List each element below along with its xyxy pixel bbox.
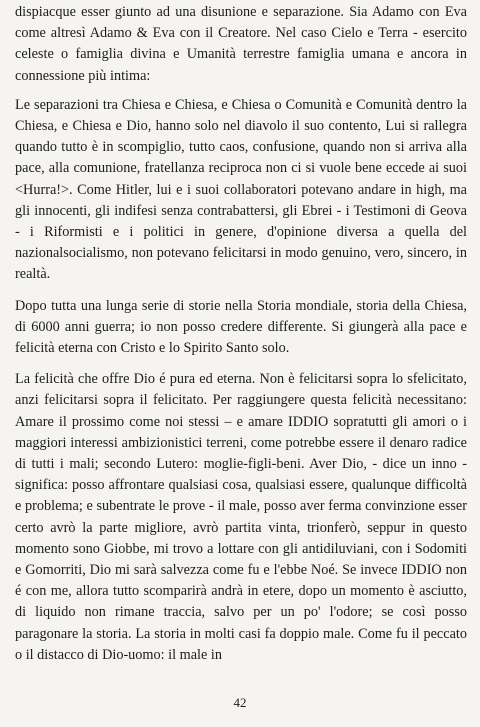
body-text (15, 2, 467, 666)
paragraph: Le separazioni tra Chiesa e Chiesa, e Chiesa o Comunità e Comunità dentro la Chiesa, e Chiesa e Dio, hanno solo nel diavolo il suo contento, Lui si rallegra quando tutto è in scompiglio, tutto caos, confusione, quando non si arriva alla pace, alla comunione, fratellanza reciproca non ci si vuole bene eccede ai suoi <Hurra!>. Come Hitler, lui e i suoi collaboratori potevano andare in high, ma gli innocenti, gli indifesi senza contrabattersi, gli Ebrei - i Testimoni di Geova - i Riformisti e i politici in genere, d'opinione diversa a quella del nazionalsocialismo, non potevano felicitarsi in modo genuino, vero, sincero, in realtà. (15, 96, 467, 283)
paragraph: Dopo tutta una lunga serie di storie nella Storia mondiale, storia della Chiesa, di 6000 anni guerra; io non posso credere differente. Si giungerà alla pace e felicità eterna con Cristo e lo Spirito Santo solo. (15, 297, 467, 357)
paragraph: La felicità che offre Dio é pura ed eterna. Non è felicitarsi sopra lo sfelicitato, anzi felicitarsi sopra il felicitato. Per raggiungere questa felicità necessitano: Amare il prossimo come noi stessi – e amare IDDIO sopratutti gli amori o i maggiori interessi ambizionistici terreni, come potrebbe essere il denaro radice di tutti i mali; secondo Lutero: moglie-figli-beni. Aver Dio, - dice un inno - significa: posso affrontare qualsiasi cosa, qualsiasi essere, qualunque difficoltà e problema; e subentrate le prove - il male, posso aver ferma convinzione esser certo avrò la parte migliore, avrò partita vinta, trionferò, seppur in questo momento sono Giobbe, mi trovo a lottare con gli antidiluviani, con i Sodomiti e Gomorriti, Dio mi sarà salvezza come fu e l'ebbe Noé. Se invece IDDIO non é con me, allora tutto scomparirà andrà in etere, dopo un momento è asciutto, di liquido non rimane traccia, salvo per un po' l'odore; se così posso paragonare la storia. La storia in molti casi fa doppio male. Come fu il peccato o il distacco di Dio-uomo: il male in (15, 371, 467, 663)
paragraph: dispiacque esser giunto ad una disunione e separazione. Sia Adamo con Eva come altresì Adamo & Eva con il Creatore. Nel caso Cielo e Terra - esercito celeste o famiglia divina e Umanità terrestre famiglia umana e ancora in connessione più intima: (15, 4, 467, 84)
page-number: 42 (233, 695, 247, 710)
